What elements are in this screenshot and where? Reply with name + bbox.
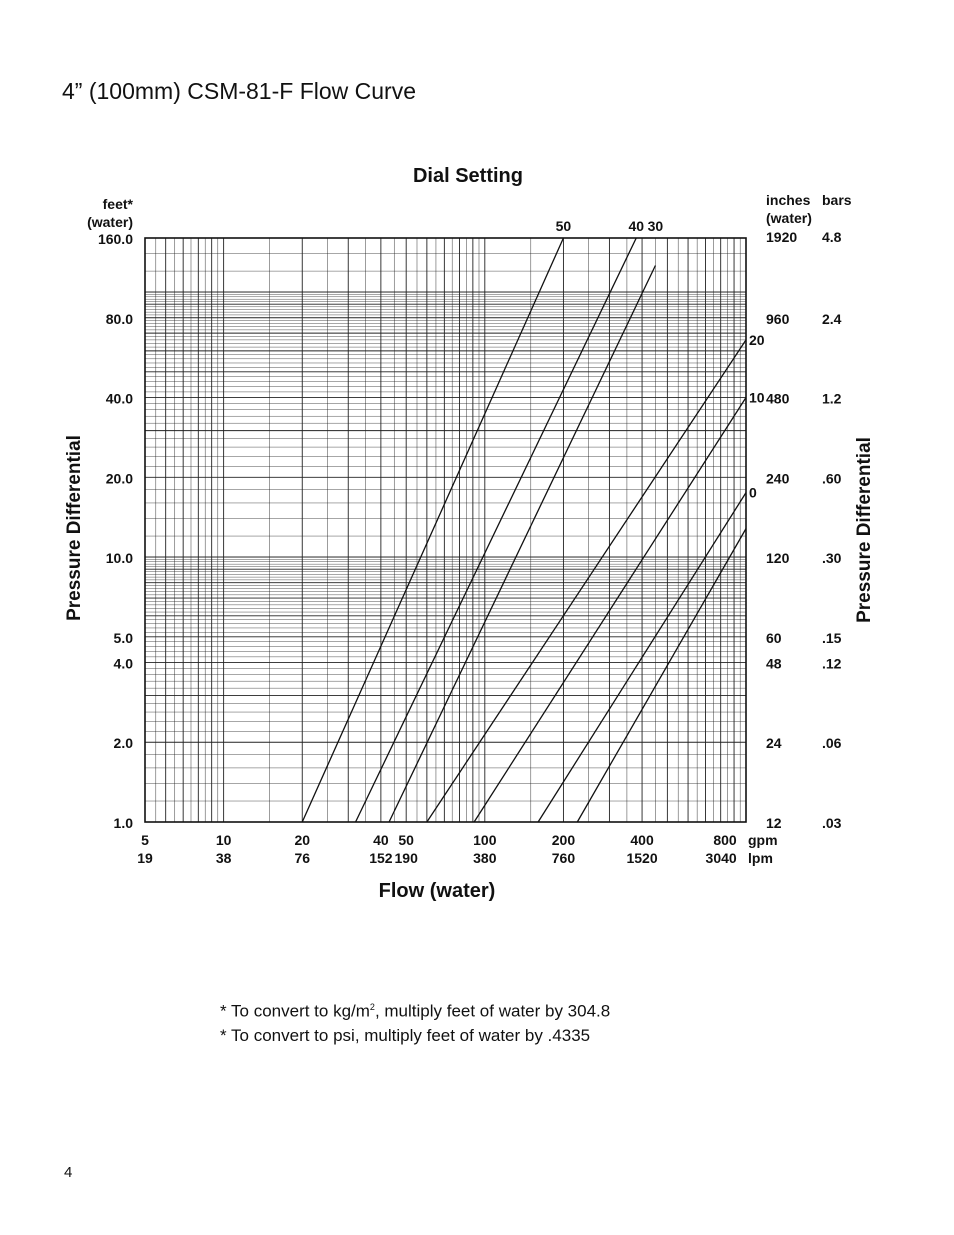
x-tick-label-lpm: 38 [215, 850, 232, 866]
y-right-tick-label-bars: .30 [822, 550, 842, 567]
x-unit-lpm: lpm [748, 850, 773, 866]
y-right-tick-label-bars: .60 [822, 470, 842, 487]
labels-layer [98, 218, 842, 866]
y-left-tick-label: 5.0 [113, 629, 133, 646]
y-left-tick-label: 2.0 [113, 735, 133, 752]
x-tick-label-lpm: 76 [294, 850, 311, 866]
x-tick-label-gpm: 40 [373, 832, 389, 848]
y-left-tick-label: 4.0 [113, 655, 133, 672]
x-tick-label-gpm: 800 [713, 832, 737, 848]
y-right-tick-label-inches: 1920 [766, 229, 798, 245]
y-right-inches-subheader: (water) [766, 210, 812, 226]
series-label-10: 10 [749, 389, 765, 406]
y-right-tick-label-bars: .15 [822, 629, 842, 646]
x-tick-label-lpm: 760 [551, 850, 576, 866]
series-layer [302, 238, 746, 822]
y-axis-title-left: Pressure Differential [64, 435, 85, 621]
series-line-30 [389, 265, 655, 822]
y-left-tick-label: 160.0 [97, 231, 133, 247]
x-tick-label-lpm: 3040 [705, 850, 737, 866]
series-label-50: 50 [555, 218, 572, 234]
y-left-unit-line1: feet* [102, 196, 133, 212]
x-tick-label-gpm: 10 [215, 832, 232, 848]
y-right-bars-header: bars [822, 192, 852, 208]
y-right-tick-label-inches: 24 [766, 735, 782, 752]
x-tick-label-gpm: 50 [398, 832, 414, 848]
y-right-tick-label-bars: 2.4 [822, 310, 842, 327]
x-tick-label-lpm: 380 [473, 850, 497, 866]
x-tick-label-lpm: 190 [394, 850, 418, 866]
plot-frame [145, 238, 746, 822]
conversion-note-psi: * To convert to psi, multiply feet of water by .4335 [220, 1025, 591, 1045]
x-tick-label-gpm: 400 [630, 832, 654, 848]
x-tick-label-lpm: 152 [369, 850, 393, 866]
y-right-tick-label-bars: .12 [822, 655, 842, 672]
y-right-tick-label-inches: 60 [766, 629, 782, 646]
y-left-unit-line2: (water) [87, 214, 133, 230]
x-tick-label-gpm: 100 [473, 832, 497, 848]
y-right-tick-label-inches: 480 [766, 390, 790, 407]
x-tick-label-lpm: 19 [137, 850, 153, 866]
chart-minor-grid [145, 238, 746, 822]
x-axis-title: Flow (water) [378, 880, 496, 902]
page-number: 4 [64, 1164, 73, 1181]
y-left-tick-label: 40.0 [105, 390, 133, 407]
chart-title: Dial Setting [412, 165, 524, 187]
x-unit-gpm: gpm [748, 832, 778, 848]
series-line-50 [302, 238, 563, 822]
series-label-40: 40 [628, 218, 645, 234]
conversion-notes [220, 995, 610, 1048]
series-line-20 [427, 340, 746, 822]
chart-major-grid [145, 238, 746, 822]
y-right-tick-label-bars: 1.2 [822, 390, 842, 407]
y-left-tick-label: 1.0 [113, 815, 133, 831]
x-tick-label-gpm: 20 [294, 832, 311, 848]
x-tick-label-gpm: 200 [551, 832, 576, 848]
y-right-tick-label-bars: .03 [822, 815, 842, 831]
y-left-tick-label: 10.0 [105, 550, 133, 567]
y-right-tick-label-inches: 240 [766, 470, 790, 487]
x-tick-label-lpm: 1520 [626, 850, 658, 866]
y-right-tick-label-inches: 48 [766, 655, 782, 672]
y-left-tick-label: 20.0 [105, 470, 133, 487]
series-label-30: 30 [647, 218, 664, 234]
y-right-tick-label-inches: 120 [766, 550, 790, 567]
series-label-20: 20 [749, 331, 765, 348]
page-title: 4” (100mm) CSM-81-F Flow Curve [62, 78, 416, 104]
y-right-inches-header: inches [766, 192, 811, 208]
y-right-tick-label-inches: 12 [766, 815, 782, 831]
y-left-tick-label: 80.0 [105, 310, 133, 327]
series-label-0: 0 [749, 484, 757, 501]
y-right-tick-label-bars: .06 [822, 735, 842, 752]
y-right-tick-label-bars: 4.8 [822, 229, 842, 245]
x-tick-label-gpm: 5 [141, 832, 149, 848]
y-axis-title-right: Pressure Differential [854, 437, 875, 623]
y-right-tick-label-inches: 960 [766, 310, 790, 327]
conversion-note-kgm2: * To convert to $kg/m^2$, multiply feet of water by 304.8 [220, 1001, 611, 1021]
